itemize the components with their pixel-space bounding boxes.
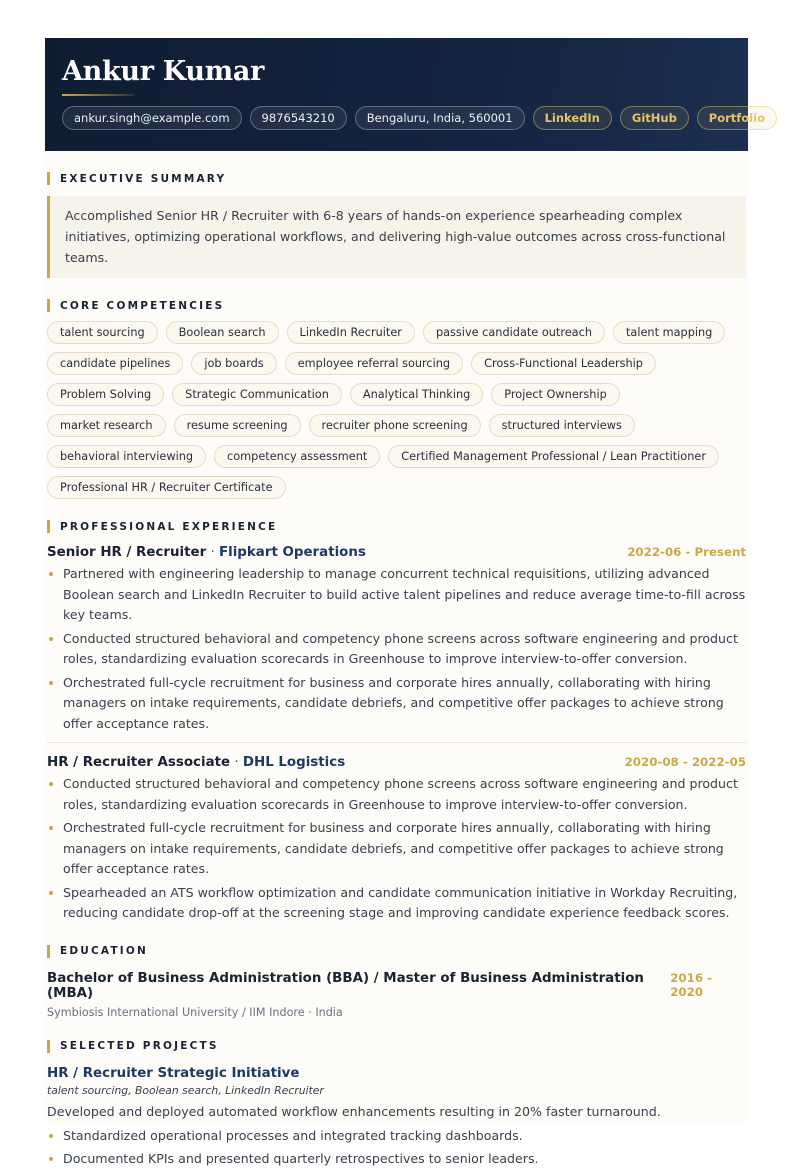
job-bullet: Conducted structured behavioral and competency phone screens across software engineering and product roles, standardizing evaluation scorecards in Greenhouse to improve interview-to-offer conversion. — [47, 629, 746, 670]
section-accent-bar — [47, 945, 50, 958]
competency-chip: competency assessment — [214, 445, 380, 468]
job-bullet: Conducted structured behavioral and competency phone screens across software engineering and product roles, standardizing evaluation scorecards in Greenhouse to improve interview-to-offer conversion. — [47, 774, 746, 815]
education-header — [47, 971, 746, 1001]
linkedin-link[interactable]: LinkedIn — [533, 106, 612, 130]
section-accent-bar — [47, 520, 50, 533]
education-entry — [47, 971, 746, 1019]
job-title: HR / Recruiter Associate · DHL Logistics — [47, 755, 346, 770]
project-title: HR / Recruiter Strategic Initiative — [47, 1065, 300, 1081]
job-bullet: Spearheaded an ATS workflow optimization and candidate communication initiative in Workday Recruiting, reducing candidate drop-off at the screening stage and improving candidate experience feedback scores. — [47, 883, 746, 924]
job-bullets — [47, 564, 746, 734]
job-bullets — [47, 774, 746, 924]
section-title-summary — [47, 172, 746, 185]
project-description: Developed and deployed automated workflow enhancements resulting in 20% faster turnaround. — [47, 1103, 661, 1119]
job-dates: 2020-08 - 2022-05 — [624, 755, 746, 769]
section-title-text: PROFESSIONAL EXPERIENCE — [60, 520, 278, 533]
section-accent-bar — [47, 172, 50, 185]
competency-chip: Project Ownership — [491, 383, 619, 406]
section-title-text: EDUCATION — [60, 945, 149, 957]
section-accent-bar — [47, 299, 50, 312]
competency-chip: structured interviews — [489, 414, 635, 437]
job-company: Flipkart Operations — [218, 545, 366, 560]
job-divider — [47, 742, 746, 743]
project-tech: talent sourcing, Boolean search, LinkedIn Recruiter — [47, 1083, 324, 1097]
job-entry — [47, 755, 746, 924]
section-title-text: CORE COMPETENCIES — [60, 299, 225, 312]
degree: Bachelor of Business Administration (BBA) / Master of Business Administration (MBA) — [47, 970, 644, 1001]
job-bullet: Orchestrated full-cycle recruitment for business and corporate hires annually, collaborating with hiring managers on intake requirements, candidate debriefs, and competitive offer packages to achieve strong offer acceptance rates. — [47, 673, 746, 735]
project-entry — [47, 1066, 746, 1170]
section-title-projects — [47, 1040, 746, 1053]
portfolio-link[interactable]: Portfolio — [697, 106, 777, 130]
job-role: HR / Recruiter Associate — [47, 755, 231, 770]
competency-chip: recruiter phone screening — [309, 414, 481, 437]
competency-chip: job boards — [191, 352, 276, 375]
competency-chip: candidate pipelines — [47, 352, 183, 375]
github-link[interactable]: GitHub — [620, 106, 689, 130]
job-header — [47, 545, 746, 560]
job-dates: 2022-06 - Present — [627, 545, 746, 559]
resume-header — [45, 38, 765, 151]
section-title-education — [47, 945, 746, 958]
resume-body — [45, 172, 748, 1170]
job-bullet: Partnered with engineering leadership to manage concurrent technical requisitions, utilizing advanced Boolean search and LinkedIn Recruiter to build active talent pipelines and reduce average time-to-fill across key teams. — [47, 564, 746, 626]
job-bullet: Orchestrated full-cycle recruitment for business and corporate hires annually, collaborating with hiring managers on intake requirements, candidate debriefs, and competitive offer packages to achieve strong offer acceptance rates. — [47, 818, 746, 880]
job-title: Senior HR / Recruiter · Flipkart Operations — [47, 545, 366, 560]
summary-text: Accomplished Senior HR / Recruiter with 6-8 years of hands-on experience spearheading complex initiatives, optimizing operational workflows, and delivering high-value outcomes across cross-functional teams. — [47, 196, 746, 278]
competency-chip: market research — [47, 414, 166, 437]
section-title-competencies — [47, 299, 746, 312]
competency-chip: Strategic Communication — [172, 383, 342, 406]
name-underline — [62, 94, 134, 96]
job-company: DHL Logistics — [242, 755, 346, 770]
education-dates: 2016 - 2020 — [670, 970, 713, 999]
phone-chip[interactable]: 9876543210 — [250, 106, 347, 130]
competency-chip: employee referral sourcing — [285, 352, 463, 375]
project-bullet: Standardized operational processes and integrated tracking dashboards. — [47, 1126, 746, 1147]
section-accent-bar — [47, 1040, 50, 1053]
competency-chip: Certified Management Professional / Lean Practitioner — [388, 445, 719, 468]
competency-chip: behavioral interviewing — [47, 445, 206, 468]
project-bullets — [47, 1126, 746, 1170]
competency-chip: Cross-Functional Leadership — [471, 352, 656, 375]
job-role: Senior HR / Recruiter — [47, 545, 207, 560]
location-chip: Bengaluru, India, 560001 — [355, 106, 525, 130]
section-title-experience — [47, 520, 746, 533]
competency-chip: Boolean search — [166, 321, 279, 344]
competency-list — [47, 321, 737, 499]
contact-row — [62, 106, 765, 130]
section-title-text: EXECUTIVE SUMMARY — [60, 172, 227, 185]
school: Symbiosis International University / IIM Indore · India — [47, 1005, 343, 1019]
job-header — [47, 755, 746, 770]
job-entry — [47, 545, 746, 743]
section-title-text: SELECTED PROJECTS — [60, 1040, 219, 1052]
project-bullet: Documented KPIs and presented quarterly retrospectives to senior leaders. — [47, 1149, 746, 1170]
competency-chip: passive candidate outreach — [423, 321, 605, 344]
competency-chip: talent sourcing — [47, 321, 158, 344]
competency-chip: LinkedIn Recruiter — [287, 321, 415, 344]
email-chip[interactable]: ankur.singh@example.com — [62, 106, 242, 130]
competency-chip: resume screening — [174, 414, 301, 437]
candidate-name: Ankur Kumar — [62, 56, 265, 87]
competency-chip: Analytical Thinking — [350, 383, 483, 406]
competency-chip: Professional HR / Recruiter Certificate — [47, 476, 286, 499]
competency-chip: Problem Solving — [47, 383, 164, 406]
competency-chip: talent mapping — [613, 321, 725, 344]
resume-page — [45, 38, 765, 1166]
